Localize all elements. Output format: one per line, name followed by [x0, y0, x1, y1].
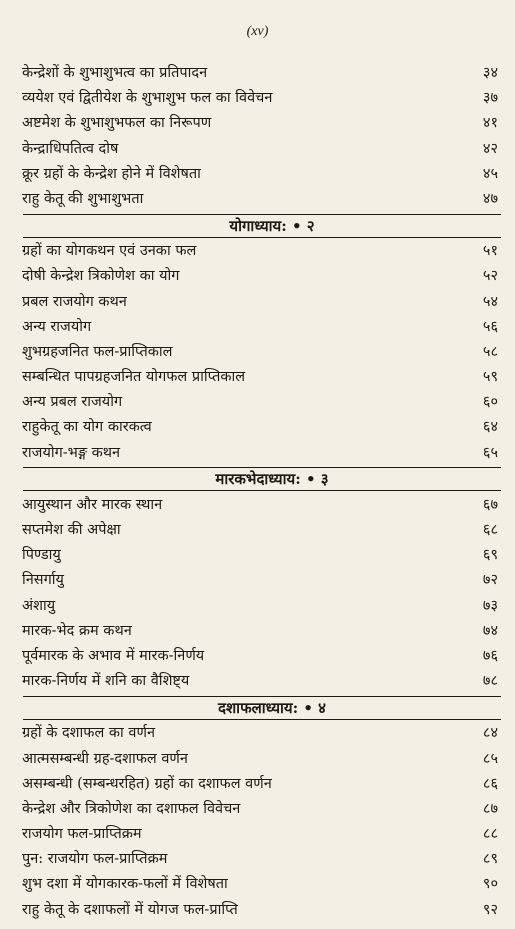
- toc-entry: [22, 847, 502, 872]
- toc-entry-title: शुभ दशा में योगकारक-फलों में विशेषता: [22, 876, 228, 893]
- toc-entry-page: ६९: [482, 547, 498, 564]
- toc-entry-title: केन्द्रेश और त्रिकोणेश का दशाफल विवेचन: [22, 800, 241, 817]
- toc-entry-title: शुभग्रहजनित फल-प्राप्तिकाल: [22, 343, 173, 360]
- toc-entry-page: ५२: [482, 268, 498, 285]
- toc-entry: [22, 290, 502, 315]
- toc-entry-title: मारक-भेद क्रम कथन: [22, 622, 132, 639]
- toc-entry-page: ७२: [482, 572, 498, 589]
- toc-entry-page: ५९: [482, 369, 498, 386]
- toc-entry-page: ४७: [482, 190, 498, 207]
- toc-entry: [22, 415, 502, 440]
- toc-entry-page: ८८: [482, 826, 498, 843]
- toc-entry: [22, 872, 502, 897]
- toc-entry-title: असम्बन्धी (सम्बन्धरहित) ग्रहों का दशाफल वर्णन: [22, 775, 272, 792]
- toc-entry-title: अंशायु: [22, 597, 56, 614]
- chapter-heading: [22, 212, 502, 239]
- chapter-heading: [22, 466, 502, 493]
- toc-entry: [22, 619, 502, 644]
- toc-entry-title: ग्रहों का योगकथन एवं उनका फल: [22, 243, 197, 260]
- toc-entry-title: राजयोग फल-प्राप्तिक्रम: [22, 826, 142, 843]
- toc-entry-title: अष्टमेश के शुभाशुभफल का निरूपण: [22, 115, 212, 132]
- toc-entry-page: ४५: [482, 165, 498, 182]
- toc-entry: [22, 162, 502, 187]
- toc-entry-page: ७४: [482, 622, 498, 639]
- toc-entry-page: ४२: [482, 140, 498, 157]
- page-number: (xv): [246, 24, 269, 39]
- toc-entry-title: प्रबल राजयोग कथन: [22, 293, 127, 310]
- chapter-title: दशाफलाध्याय: • ४: [218, 698, 326, 717]
- toc-entry-title: पुन: राजयोग फल-प्राप्तिक्रम: [22, 851, 168, 868]
- toc-entry-page: ९२: [482, 901, 498, 918]
- toc-entry-title: राजयोग-भङ्ग कथन: [22, 444, 121, 461]
- toc-entry: [22, 365, 502, 390]
- toc-entry: [22, 543, 502, 568]
- chapter-rule-bottom: [23, 490, 501, 491]
- toc-entry-page: ८९: [482, 851, 498, 868]
- toc-entry: [22, 86, 502, 111]
- toc-entry-title: पिण्डायु: [22, 547, 61, 564]
- table-of-contents: [22, 61, 502, 923]
- toc-entry-title: पूर्वमारक के अभाव में मारक-निर्णय: [22, 647, 205, 664]
- toc-entry-page: ८७: [482, 800, 498, 817]
- toc-entry-title: व्ययेश एवं द्वितीयेश के शुभाशुभ फल का विवेचन: [22, 90, 273, 107]
- toc-entry-page: ५१: [482, 243, 498, 260]
- toc-entry-page: ७८: [482, 673, 498, 690]
- chapter-rule-bottom: [23, 237, 501, 238]
- toc-entry-page: ५४: [482, 293, 498, 310]
- toc-entry: [22, 644, 502, 669]
- toc-entry-page: ७३: [482, 597, 498, 614]
- toc-entry-title: आयुस्थान और मारक स्थान: [22, 496, 163, 513]
- toc-entry-title: अन्य राजयोग: [22, 318, 92, 335]
- toc-entry-page: ६५: [482, 444, 498, 461]
- toc-entry-page: ७६: [482, 647, 498, 664]
- toc-entry: [22, 772, 502, 797]
- toc-entry-title: राहुकेतू का योग कारकत्व: [22, 419, 152, 436]
- toc-entry: [22, 493, 502, 518]
- toc-entry: [22, 390, 502, 415]
- toc-entry-page: ३४: [482, 65, 498, 81]
- toc-entry: [22, 898, 502, 923]
- toc-entry-title: दोषी केन्द्रेश त्रिकोणेश का योग: [22, 268, 180, 285]
- chapter-rule-bottom: [23, 719, 501, 720]
- toc-entry: [22, 441, 502, 466]
- toc-entry-page: ५६: [482, 318, 498, 335]
- chapter-title: मारकभेदाध्याय: • ३: [215, 470, 329, 489]
- toc-entry-page: ९०: [482, 876, 498, 893]
- toc-entry-page: ८४: [482, 725, 498, 742]
- toc-entry: [22, 568, 502, 593]
- toc-entry: [22, 747, 502, 772]
- toc-entry-title: सम्बन्धित पापग्रहजनित योगफल प्राप्तिकाल: [22, 369, 246, 386]
- toc-entry: [22, 187, 502, 212]
- toc-entry-title: केन्द्रेशों के शुभाशुभत्व का प्रतिपादन: [22, 65, 208, 81]
- toc-entry: [22, 340, 502, 365]
- toc-entry: [22, 264, 502, 289]
- toc-entry: [22, 137, 502, 162]
- toc-entry: [22, 594, 502, 619]
- toc-entry-title: केन्द्राधिपतित्व दोष: [22, 140, 119, 157]
- toc-entry: [22, 239, 502, 264]
- toc-entry-title: सप्तमेश की अपेक्षा: [22, 522, 121, 538]
- toc-entry: [22, 315, 502, 340]
- toc-entry-page: ६७: [482, 496, 498, 513]
- toc-entry: [22, 61, 502, 86]
- toc-entry-page: ३७: [482, 90, 498, 107]
- toc-entry-title: राहु केतू की शुभाशुभता: [22, 190, 144, 207]
- toc-entry: [22, 822, 502, 847]
- toc-entry-title: क्रूर ग्रहों के केन्द्रेश होने में विशेषता: [22, 165, 201, 182]
- chapter-heading: [22, 694, 502, 721]
- toc-entry-title: राहु केतू के दशाफलों में योगज फल-प्राप्ति: [22, 901, 238, 918]
- toc-entry-page: ५८: [482, 343, 498, 360]
- toc-entry-page: ६४: [482, 419, 498, 436]
- toc-entry: [22, 111, 502, 136]
- toc-entry-page: ८५: [482, 750, 498, 767]
- toc-entry-title: ग्रहों के दशाफल का वर्णन: [22, 725, 156, 742]
- toc-entry-title: आत्मसम्बन्धी ग्रह-दशाफल वर्णन: [22, 750, 188, 767]
- chapter-title: योगाध्याय: • २: [229, 216, 315, 235]
- toc-entry-title: निसर्गायु: [22, 572, 64, 589]
- toc-entry-title: मारक-निर्णय में शनि का वैशिष्ट्य: [22, 673, 190, 690]
- toc-entry-page: ८६: [482, 775, 498, 792]
- toc-entry-page: ४१: [482, 115, 498, 132]
- toc-entry: [22, 721, 502, 746]
- toc-entry: [22, 797, 502, 822]
- toc-entry-title: अन्य प्रबल राजयोग: [22, 394, 123, 411]
- toc-entry: [22, 518, 502, 543]
- toc-entry-page: ६८: [482, 522, 498, 538]
- toc-entry-page: ६०: [482, 394, 498, 411]
- toc-entry: [22, 669, 502, 694]
